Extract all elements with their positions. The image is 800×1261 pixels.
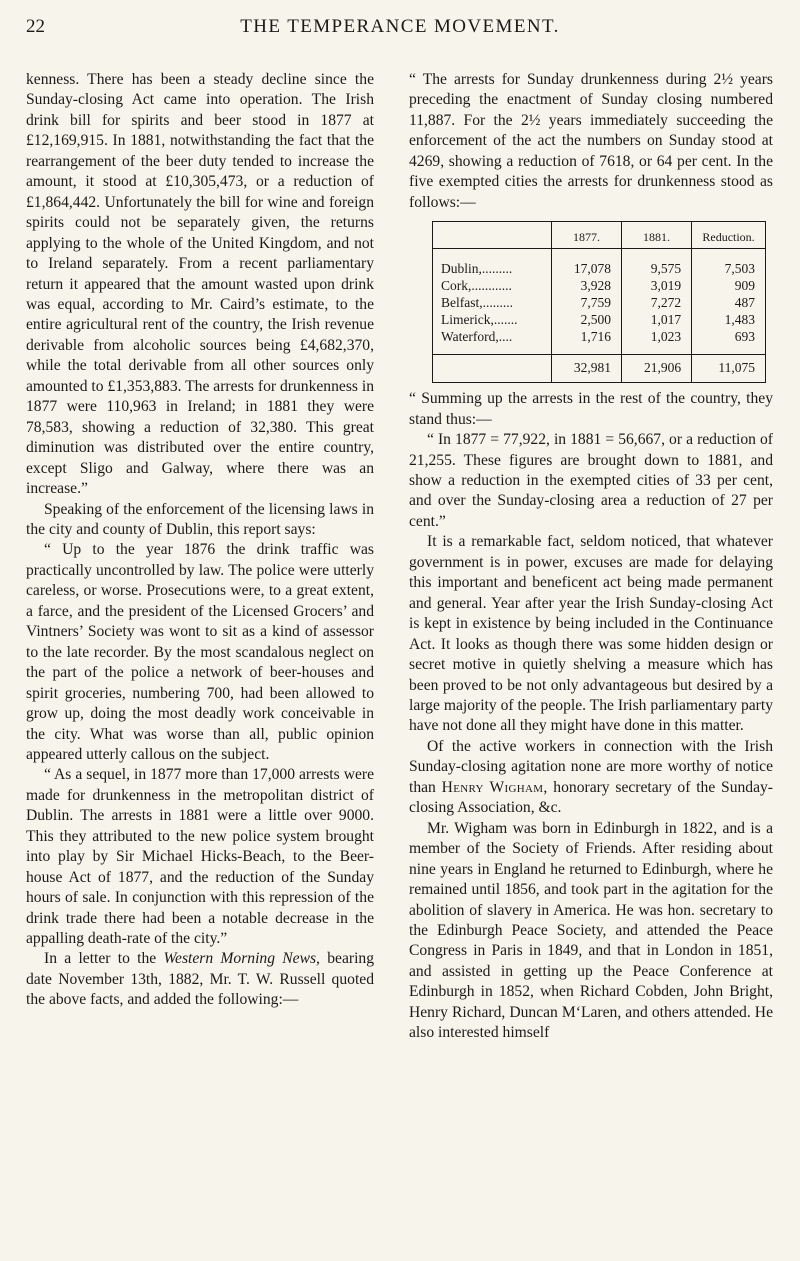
value-cell: 1,023 (622, 328, 692, 355)
arrests-table (432, 221, 766, 383)
value-cell: 1,716 (552, 328, 622, 355)
table-row (433, 277, 766, 294)
total-cell: 11,075 (692, 355, 766, 383)
right-column (409, 70, 773, 1044)
running-title: THE TEMPERANCE MOVEMENT. (240, 16, 560, 37)
table-row (433, 249, 766, 278)
paragraph: Speaking of the enforcement of the licensing laws in the city and county of Dublin, this report says: (26, 500, 374, 538)
table-header-cell: 1881. (622, 222, 692, 249)
text-run: In a letter to the (44, 950, 164, 968)
table-header-cell: 1877. (552, 222, 622, 249)
value-cell: 3,019 (622, 277, 692, 294)
table-header-row (433, 222, 766, 249)
paragraph: It is a remarkable fact, seldom noticed, that whatever government is in power, excuses are made for delaying this important and beneficent act being made permanent and general. Year after year the Irish Sunday-closing Act is kept in existence by being included in the Continuance Act. It looks as though there was some hidden design or secret motive in quietly shelving a measure which has been proved to be not only advantageous but desired by a large majority of the people. The Irish parliamentary party have not done all they might have done in this matter. (409, 533, 773, 735)
value-cell: 1,483 (692, 311, 766, 328)
quoted-paragraph: “ The arrests for Sunday drunkenness during 2½ years preceding the enactment of Sunday closing numbered 11,887. For the 2½ years immediately succeeding the enforcement of the act the numbers on Sunday stood at 4269, showing a reduction of 7618, or 64 per cent. In the five exempted cities the arrests for drunkenness stood as follows:— (409, 71, 773, 211)
empty-cell (433, 355, 552, 383)
newspaper-title: Western Morning News, (163, 950, 320, 968)
table-row (433, 294, 766, 311)
person-name: Henry Wigham, (441, 778, 548, 796)
city-cell: Cork,............ (433, 277, 552, 294)
city-cell: Waterford,.... (433, 328, 552, 355)
quoted-paragraph: “ Summing up the arrests in the rest of the country, they stand thus:— (409, 390, 773, 428)
paragraph: kenness. There has been a steady decline since the Sunday-closing Act came into operation. The Irish drink bill for spirits and beer stood in 1877 at £12,169,915. In 1881, notwithstanding the fact that the rearrangement of the beer duty tended to increase the amount, it stood at £10,305,473, or a reduction of £1,864,442. Unfortunately the bill for wine and foreign spirits could not be separately given, the returns applying to the whole of the United Kingdom, and not to Ireland separately. From a recent parliamentary return it appeared that the amount wasted upon drink was equal, according to Mr. Caird’s estimate, to the entire agricultural rent of the country, the Irish revenue derivable from alcoholic sources being £4,682,370, while the total derivable from all other sources only amounted to £1,353,883. The arrests for drunkenness in 1877 were 110,963 in Ireland; in 1881 they were 78,583, showing a reduction of 32,380. This great diminution was distributed over the entire country, except Sligo and Galway, where there was an increase.” (26, 71, 374, 498)
paragraph (26, 949, 374, 1010)
paragraph: Mr. Wigham was born in Edinburgh in 1822, and is a member of the Society of Friends. After residing about nine years in England he returned to Edinburgh, where he remained until 1856, and took part in the agitation for the abolition of slavery in America. He was hon. secretary to the Edinburgh Peace Society, and attended the Peace Congress in Paris in 1849, and that in London in 1851, and assisted in getting up the Peace Conference at Edinburgh in 1852, when Richard Cobden, John Bright, Henry Richard, Duncan M‘Laren, and others attended. He also interested himself (409, 819, 773, 1042)
text-run: bearing date November 13th, 1882, Mr. T. W. Russell quoted the above facts, and added the following:— (26, 950, 374, 1009)
table-total-row (433, 355, 766, 383)
value-cell: 17,078 (552, 249, 622, 278)
city-cell: Belfast,......... (433, 294, 552, 311)
value-cell: 9,575 (622, 249, 692, 278)
value-cell: 909 (692, 277, 766, 294)
city-cell: Limerick,....... (433, 311, 552, 328)
quoted-paragraph: “ Up to the year 1876 the drink traffic was practically uncontrolled by law. The police were utterly careless, or worse. Prosecutions were, to a great extent, a farce, and the president of the Licensed Grocers’ and Vintners’ Society was wont to sit as a kind of assessor to the late recorder. By the most scandalous neglect on the part of the police a network of beer-houses and spirit groceries, numbering 700, had been allowed to grow up, doing the most deadly work conceivable in the city. What was worse than all, public opinion appeared utterly callous on the subject. (26, 541, 374, 763)
page-number: 22 (26, 16, 45, 37)
value-cell: 3,928 (552, 277, 622, 294)
total-cell: 32,981 (552, 355, 622, 383)
value-cell: 2,500 (552, 311, 622, 328)
total-cell: 21,906 (622, 355, 692, 383)
table-row (433, 311, 766, 328)
quoted-paragraph: “ As a sequel, in 1877 more than 17,000 arrests were made for drunkenness in the metropolitan district of Dublin. The arrests in 1881 were a little over 9000. This they attributed to the new police system brought into play by Sir Michael Hicks-Beach, to the Beer-house Act of 1877, and the reduction of the Sunday hours of sale. In conjunction with this repression of the drink trade there had been a notable decrease in the appalling death-rate of the city.” (26, 766, 374, 948)
value-cell: 693 (692, 328, 766, 355)
table-row (433, 328, 766, 355)
table-header-cell: Reduction. (692, 222, 766, 249)
quoted-paragraph: “ In 1877 = 77,922, in 1881 = 56,667, or a reduction of 21,255. These figures are brought down to 1881, and show a reduction in the exempted cities of 33 per cent, and over the Sunday-closing area a reduction of 27 per cent.” (409, 431, 773, 530)
city-cell: Dublin,......... (433, 249, 552, 278)
value-cell: 487 (692, 294, 766, 311)
text-run: Of the active workers in connection with the Irish Sunday-closing agitation none are more worthy of notice than (409, 737, 773, 796)
value-cell: 1,017 (622, 311, 692, 328)
left-column (26, 70, 374, 1011)
value-cell: 7,503 (692, 249, 766, 278)
value-cell: 7,272 (622, 294, 692, 311)
table-header-cell (433, 222, 552, 249)
text-run: honorary secretary of the Sunday-closing Association, &c. (409, 778, 773, 817)
paragraph (409, 737, 773, 819)
value-cell: 7,759 (552, 294, 622, 311)
